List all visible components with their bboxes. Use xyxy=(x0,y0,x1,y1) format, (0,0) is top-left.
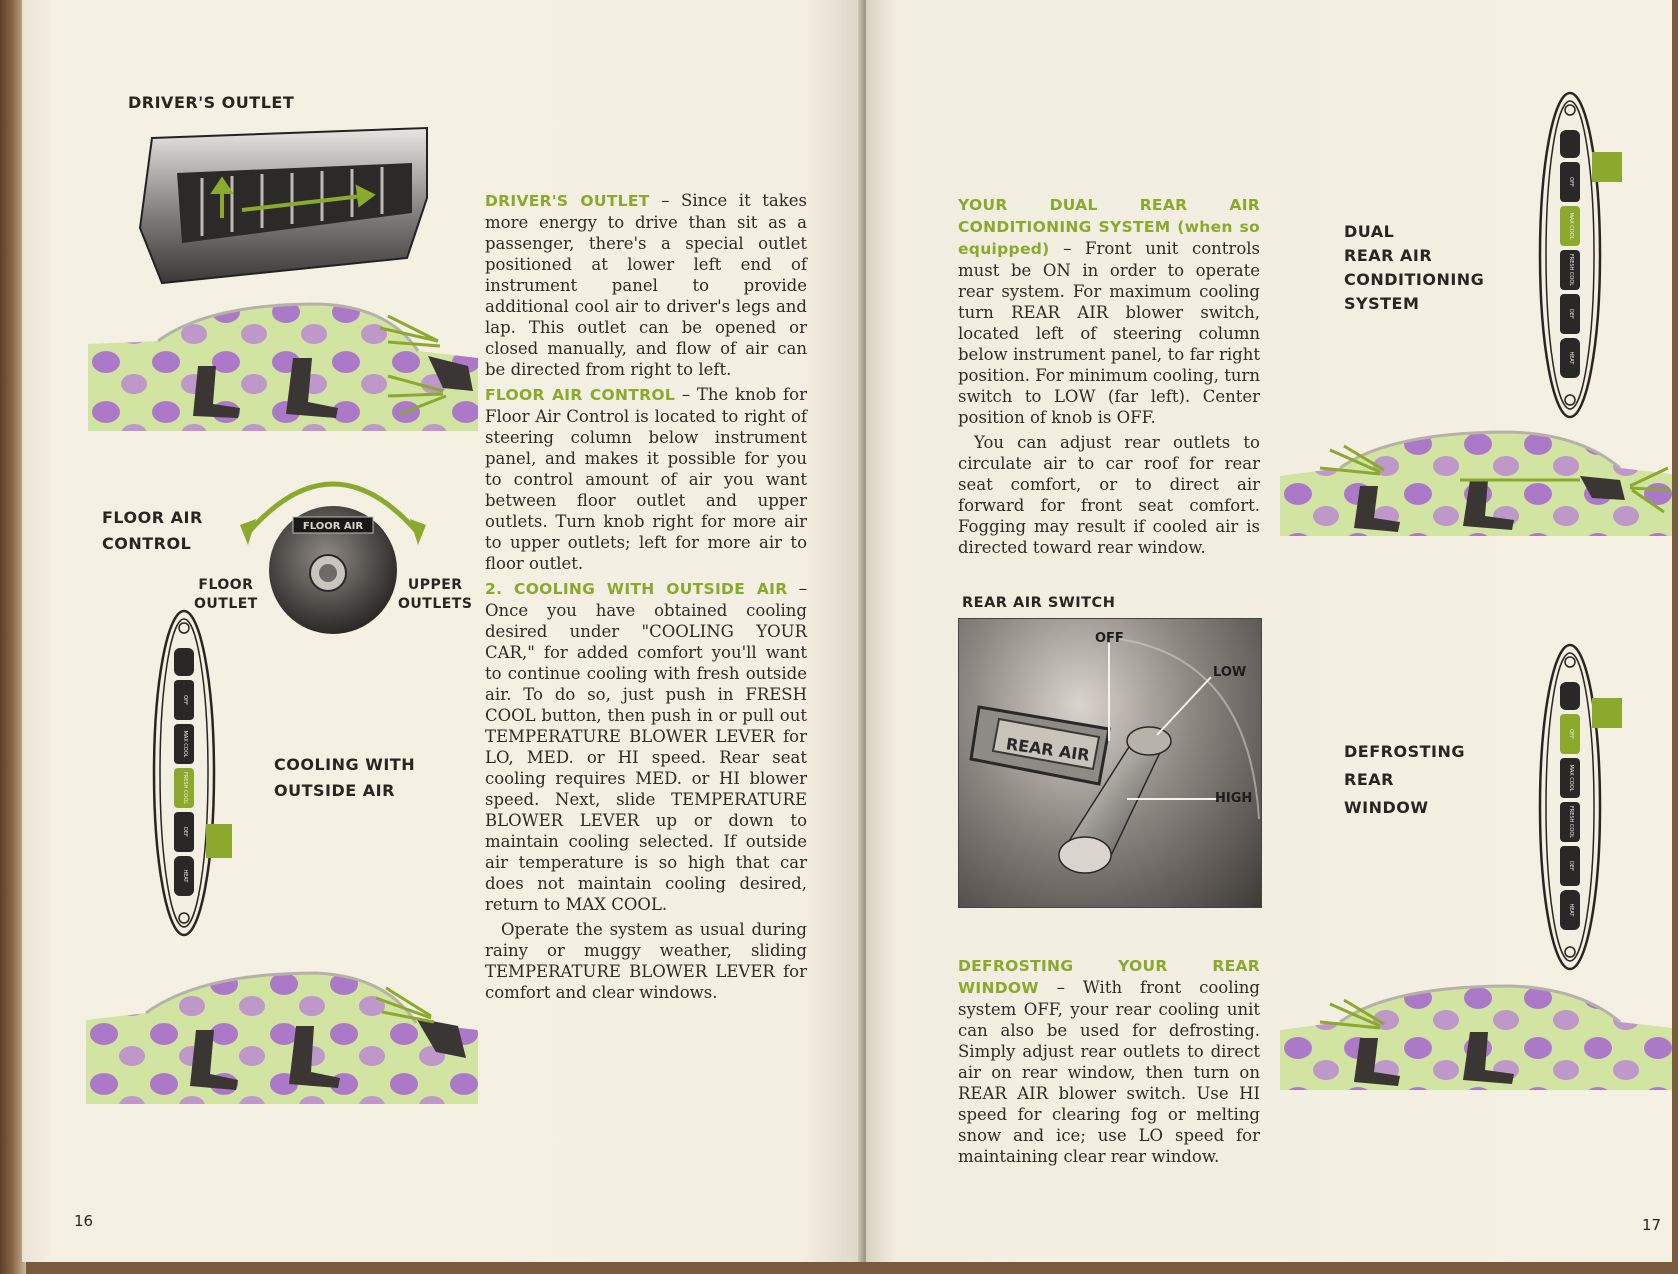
page-number-left: 16 xyxy=(74,1212,94,1230)
panel-button-label: HEAT xyxy=(182,869,188,883)
photo-off-label: OFF xyxy=(1095,631,1124,646)
panel-button-label: FRESH COOL xyxy=(1568,253,1574,287)
panel-button-label: OFF xyxy=(182,695,188,705)
car-interior-diagram-4 xyxy=(1280,982,1672,1092)
para-defrosting: DEFROSTING YOUR REAR WINDOW – With front cooling system OFF, your rear cooling unit can also be used for defrosting. Simply adjust rear outlets to direct air on rear window, then turn on REAR AIR blower switch. Use HI speed for clearing fog or melting snow and ice; use LO speed for maintaining clear rear window. xyxy=(958,957,1260,1166)
rear-air-switch-photo xyxy=(958,618,1262,908)
para-floor-air-control: FLOOR AIR CONTROL – The knob for Floor Air Control is located to right of steering column below instrument panel, and makes it possible for you to control amount of air you want between floor outlet and upper outlets. Turn knob right for more air to upper outlets; left for more air to floor outlet. xyxy=(485,385,807,573)
rear-air-switch-label: REAR AIR SWITCH xyxy=(962,595,1116,611)
panel-button-label: MAX COOL xyxy=(1568,764,1574,792)
car-interior-diagram-3 xyxy=(1280,428,1672,538)
panel-button-label: HEAT xyxy=(1568,903,1574,917)
panel-button-label: FRESH COOL xyxy=(1568,805,1574,839)
para-dual-rear-air: YOUR DUAL REAR AIR CONDITIONING SYSTEM (when so equipped) – Front unit controls must be ON in order to operate rear system. For maximum cooling turn REAR AIR blower switch, located left of steering column below instrument panel, to far right position. For minimum cooling, turn switch to LOW (far left). Center position of knob is OFF. xyxy=(958,196,1260,427)
right-text-column-top xyxy=(958,194,1260,562)
drivers-outlet-illustration xyxy=(122,118,442,288)
knob-plate-text: FLOOR AIR xyxy=(302,521,364,532)
panel-button-label: OFF xyxy=(1568,729,1574,739)
panel-button-label: HEAT xyxy=(1568,351,1574,365)
floor-outlet-label: FLOOR OUTLET xyxy=(194,577,258,612)
left-page xyxy=(22,0,864,1262)
page-number-right: 17 xyxy=(1642,1216,1662,1234)
defrosting-rear-window-label: DEFROSTING REAR WINDOW xyxy=(1344,742,1465,817)
control-panel-strip-right-top xyxy=(1534,90,1634,420)
right-text-column-bottom xyxy=(958,955,1260,1171)
photo-low-label: LOW xyxy=(1213,665,1247,680)
para-cooling-outside-air: 2. COOLING WITH OUTSIDE AIR – Once you have obtained cooling desired under "COOLING YOUR CAR," for added comfort you'll want to continue cooling with fresh outside air. To do so, just push in FRESH COOL button, then push in or pull out TEMPERATURE BLOWER LEVER for LO, MED. or HI speed. Rear seat cooling requires MED. or HI blower speed. Next, slide TEMPERATURE BLOWER LEVER up or down to maintain cooling selected. If outside air temperature is so high that car does not maintain cooling desired, return to MAX COOL. xyxy=(485,579,807,914)
floor-air-control-label: FLOOR AIR CONTROL xyxy=(102,508,203,554)
left-text-column xyxy=(485,190,807,1007)
control-panel-strip-right-bottom xyxy=(1534,642,1634,972)
car-interior-diagram-1 xyxy=(88,296,478,436)
car-interior-diagram-2 xyxy=(86,968,478,1106)
control-panel-strip-left xyxy=(150,608,240,938)
cooling-outside-air-label: COOLING WITH OUTSIDE AIR xyxy=(274,755,416,800)
panel-button-label: MAX COOL xyxy=(182,730,188,758)
para-rainy-weather: Operate the system as usual during rainy or muggy weather, sliding TEMPERATURE BLOWER LEVER for comfort and clear windows. xyxy=(485,920,807,1002)
dual-rear-air-label: DUAL REAR AIR CONDITIONING SYSTEM xyxy=(1344,222,1485,313)
panel-button-label: DEF xyxy=(1568,309,1574,319)
panel-button-label: OFF xyxy=(1568,177,1574,187)
photo-high-label: HIGH xyxy=(1215,791,1253,806)
right-page xyxy=(866,0,1672,1262)
rear-air-switch-graphic xyxy=(959,619,1261,907)
para-drivers-outlet: DRIVER'S OUTLET – Since it takes more energy to drive than sit as a passenger, there's a special outlet positioned at lower left end of instrument panel to provide additional cool air to driver's legs and lap. This outlet can be opened or closed manually, and flow of air can be directed from right to left. xyxy=(485,191,807,379)
panel-button-label: DEF xyxy=(182,827,188,837)
para-rear-outlets: You can adjust rear outlets to circulate air to car roof for rear seat comfort, or to direct air forward for front seat comfort. Fogging may result if cooled air is directed toward rear window. xyxy=(958,433,1260,557)
panel-button-label: DEF xyxy=(1568,861,1574,871)
drivers-outlet-label: DRIVER'S OUTLET xyxy=(128,93,295,112)
floor-air-knob-illustration xyxy=(218,455,448,635)
rear-air-plate-text: REAR AIR xyxy=(1004,734,1091,765)
upper-outlets-label: UPPER OUTLETS xyxy=(398,577,473,612)
panel-button-label: MAX COOL xyxy=(1568,212,1574,240)
panel-button-label: FRESH COOL xyxy=(182,771,188,805)
